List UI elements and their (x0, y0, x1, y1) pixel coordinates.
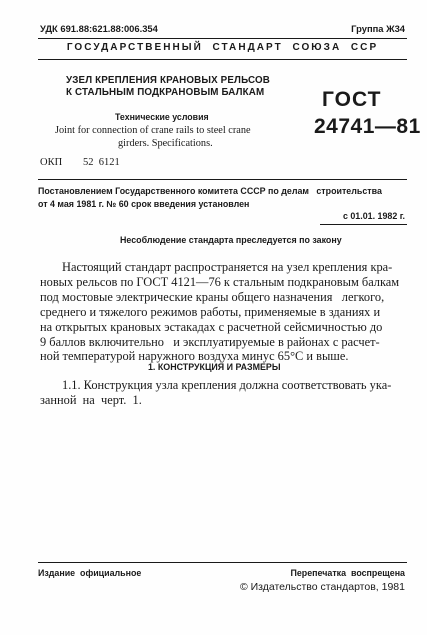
title-ru-line1: УЗЕЛ КРЕПЛЕНИЯ КРАНОВЫХ РЕЛЬСОВ (66, 75, 271, 86)
decree-date: с 01.01. 1982 г. (342, 211, 405, 221)
official-edition-label: Издание официальное (38, 568, 142, 578)
title-en-line1: Joint for connection of crane rails to steel crane (55, 125, 251, 136)
header-rule-top (38, 38, 407, 39)
intro-line: среднего и тяжелого режимов работы, применяемые в зданиях и (40, 304, 381, 319)
decree-date-rule (320, 224, 407, 225)
title-ru-line2: К СТАЛЬНЫМ ПОДКРАНОВЫМ БАЛКАМ (66, 87, 265, 98)
header-rule-bottom (38, 59, 407, 60)
gost-label: ГОСТ (322, 88, 382, 111)
section-line: занной на черт. 1. (40, 392, 142, 407)
section-heading: 1. КОНСТРУКЦИЯ И РАЗМЕРЫ (148, 362, 281, 372)
gost-number: 24741—81 (314, 115, 421, 138)
section-paragraph (40, 378, 407, 408)
intro-paragraph (40, 260, 407, 364)
intro-line: под мостовые электрические краны общего назначения легкого, (40, 289, 385, 304)
reprint-prohibited-label: Перепечатка воспрещена (290, 568, 405, 578)
udk-code: УДК 691.88:621.88:006.354 (40, 23, 158, 34)
decree-rule (38, 179, 407, 180)
legal-notice: Несоблюдение стандарта преследуется по закону (120, 235, 342, 245)
title-en-line2: girders. Specifications. (118, 138, 213, 149)
intro-line: новых рельсов по ГОСТ 4121—76 к стальным подкрановым балкам (40, 274, 400, 289)
intro-line: Настоящий стандарт распространяется на узел крепления кра- (62, 260, 393, 274)
decree-line1: Постановлением Государственного комитета СССР по делам строительства (38, 186, 382, 196)
intro-line: 9 баллов включительно и эксплуатируемые в районах с расчет- (40, 334, 380, 349)
okp-label: ОКП (40, 157, 63, 168)
section-line: 1.1. Конструкция узла крепления должна соответствовать ука- (62, 378, 392, 392)
footer-rule (38, 562, 407, 563)
okp-code: 52 6121 (83, 157, 120, 168)
copyright-notice: © Издательство стандартов, 1981 (239, 581, 405, 593)
decree-line2: от 4 мая 1981 г. № 60 срок введения установлен (38, 199, 250, 209)
intro-line: на открытых крановых эстакадах с расчетной сейсмичностью до (40, 319, 383, 334)
group-code: Группа Ж34 (351, 23, 405, 34)
organization-title: ГОСУДАРСТВЕННЫЙ СТАНДАРТ СОЮЗА ССР (66, 42, 379, 53)
title-subtitle: Технические условия (115, 112, 209, 122)
intro-line: ной температурой наружного воздуха минус 65°С и выше. (40, 349, 349, 364)
